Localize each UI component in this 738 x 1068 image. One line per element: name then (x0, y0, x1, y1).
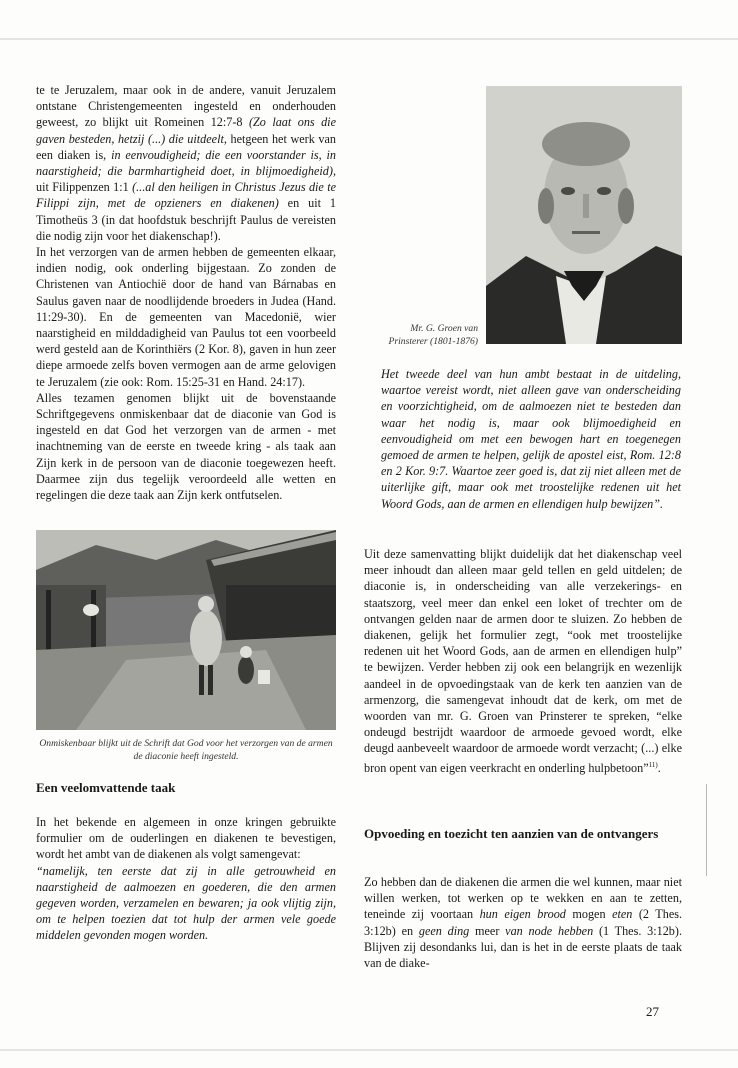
margin-rule (706, 784, 707, 876)
top-page-edge (0, 38, 738, 40)
section-heading-veelomvattende-taak: Een veelomvattende taak (36, 780, 176, 795)
right-paragraph-1: Uit deze samenvatting blijkt duidelijk dat het diakenschap veel meer inhoudt dan alleen maar geld tellen en geld uitdelen; de diaconie is, in onderscheiding van alle verzekerings- en staatszorg, veel meer dan enkel een loket of trechter om de ontvangen gelden naar de armen door te sluizen. Zo hebben de diakenen, gelijk het formulier zegt, “ook met troostelijke redenen uit het Woord Gods, aan de armen en ellendigen hulp” te bewijzen. Verder hebben zij ook een belangrijk en wezenlijk aandeel in de opvoedingstaak van de kerk ten aanzien van de armenzorg, die samengevat inhoudt dat de kerk, om met de woorden van mr. G. Groen van Prinsterer te spreken, “elke ondeugd bestrijdt waardoor de armoede gevoed wordt, elke deugd aanbeveelt waardoor de armoede wordt verzacht; (...) elke bron opent van eigen veerkracht en onderling hulpbetoon”$^{11)}$. (364, 547, 682, 775)
bottom-page-edge (0, 1049, 738, 1051)
portrait-caption-line-1: Mr. G. Groen van (410, 323, 478, 334)
footnote-ref: 11) (648, 760, 658, 769)
page-number: 27 (646, 1004, 659, 1019)
left-quote: “namelijk, ten eerste dat zij in alle getrouwheid en naarstigheid de aalmoezen en goederen, die den armen gegeven worden, verzamelen en bewaren; ja ook vlijtig zijn, om te helpen toezien dat tot hulp der armen vele goede middelen gevonden mogen worden. (36, 863, 336, 943)
portrait-photo (486, 86, 682, 344)
left-paragraph-2: In het verzorgen van de armen hebben de gemeenten elkaar, indien nodig, ook onderling bijgestaan. Zo zonden de Christenen van Antiochië door de hand van Bárnabas en Saulus gaven naar de noodlijdende broeders in Judea (Hand. 11:29-30). En de gemeenten van Macedonië, wier naarstigheid en milddadigheid van Paulus tot een voorbeeld werd gesteld aan de Korinthiërs (2 Kor. 8), gaven in hun zeer diepe armoede zelfs boven vermogen aan de arme gelovigen te Jeruzalem (zie ook: Rom. 15:25-31 en Hand. 24:17). (36, 245, 336, 389)
left-lower-text (36, 814, 336, 944)
portrait-illustration (486, 86, 682, 344)
village-photo-caption: Onmiskenbaar blijkt uit de Schrift dat God voor het verzorgen van de armen de diaconie heeft ingesteld. (39, 738, 333, 762)
village-photo-illustration (36, 530, 336, 730)
right-paragraph-2: Zo hebben dan de diakenen die armen die wel kunnen, maar niet willen werken, tot werken op te wekken en aan te zetten, teneinde zij voortaan hun eigen brood mogen eten (2 Thes. 3:12b) en geen ding meer van node hebben (1 Thes. 3:12b). Blijven zij desondanks lui, dan is het in de eerste plaats de taak van de diake- (364, 875, 683, 971)
portrait-caption (330, 322, 478, 348)
right-quote: Het tweede deel van hun ambt bestaat in de uitdeling, waartoe vereist wordt, niet alleen gave van onderscheiding en voorzichtigheid, om de aalmoezen niet te besteden dan waar het nodig is, maar ook blijmoedigheid en eenvoudigheid om met een bewogen hart en toegenegen gemoed de armen te helpen, gelijk de apostel eist, Rom. 12:8 en 2 Kor. 9:7. Waartoe zeer goed is, dat zij niet alleen met de uiterlijke gift, maar ook met troostelijke redenen uit het Woord Gods, aan de armen en ellendigen hulp bewijzen”. (381, 367, 681, 511)
left-paragraph-4: In het bekende en algemeen in onze kringen gebruikte formulier om de ouderlingen en diakenen te bevestigen, wordt het ambt van de diakenen als volgt samengevat: (36, 815, 336, 862)
left-paragraph-3: Alles tezamen genomen blijkt uit de bovenstaande Schriftgegevens onmiskenbaar dat de diaconie van God is ingesteld en dat God het verzorgen van de armen - met inachtneming van de eerste en tweede kring - als taak aan Zijn kerk in de persoon van de diaconie toegewezen heeft. Daarmee zijn dus tegelijk veroordeeld alle wetten en regelingen die deze taak aan Zijn kerk ontfutselen. (36, 390, 336, 503)
section-heading-opvoeding: Opvoeding en toezicht ten aanzien van de ontvangers (364, 826, 659, 841)
village-photo (36, 530, 336, 730)
left-column-text (36, 82, 336, 503)
portrait-caption-line-2: Prinsterer (1801-1876) (388, 336, 478, 347)
left-paragraph-1: te te Jeruzalem, maar ook in de andere, vanuit Jeruzalem ontstane Christengemeenten ingesteld en onderhouden geweest, zo blijkt uit Romeinen 12:7-8 (Zo laat ons die gaven besteden, hetzij (...) die uitdeelt, hetgeen het werk van een diaken is, in eenvoudigheid; die een voorstander is, in naarstigheid; die barmhartigheid doet, in blijmoedigheid), uit Filippenzen 1:1 (...al den heiligen in Christus Jezus die te Filippi zijn, met de opzieners en diakenen) en uit 1 Timotheüs 3 (in dat hoofdstuk beschrijft Paulus de vereisten die nodig zijn voor het diakenschap!). (36, 83, 336, 243)
